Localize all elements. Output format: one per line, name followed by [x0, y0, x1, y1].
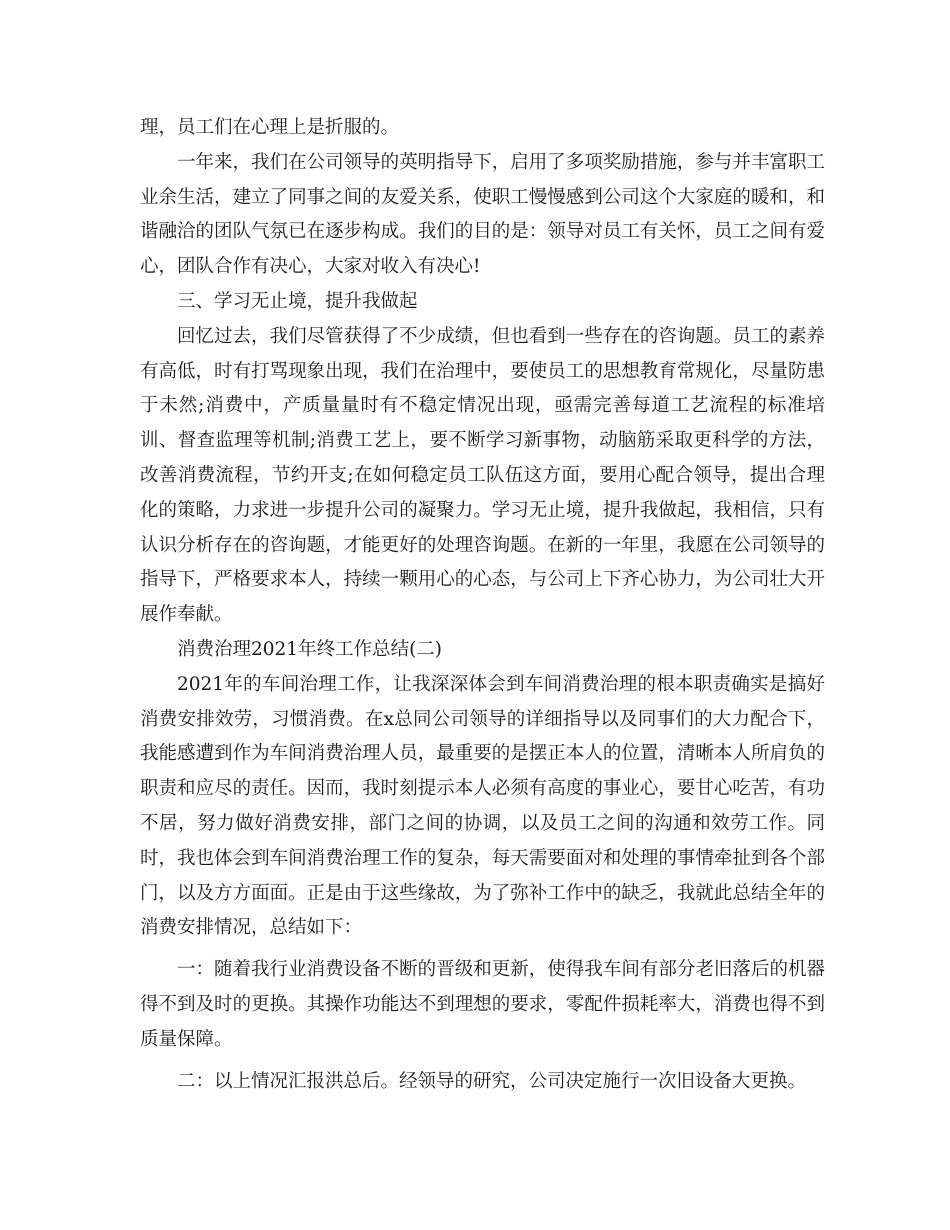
paragraph-spacer [140, 946, 825, 953]
document-subtitle: 消费治理2021年终工作总结(二) [177, 638, 443, 660]
section-heading-learning: 三、学习无止境，提升我做起 [177, 290, 418, 312]
paragraph-item-one: 一：随着我行业消费设备不断的晋级和更新，使得我车间有部分老旧落后的机器得不到及时的更换。其操作功能达不到理想的要求，零配件损耗率大，消费也得不到质量保障。 [140, 959, 825, 1050]
paragraph-spacer [140, 1058, 825, 1065]
paragraph-continuation: 理，员工们在心理上是折服的。 [140, 117, 400, 138]
document-body [140, 111, 825, 1099]
paragraph-item-two: 二：以上情况汇报洪总后。经领导的研究，公司决定施行一次旧设备大更换。 [177, 1070, 807, 1092]
paragraph-team-building: 一年来，我们在公司领导的英明指导下，启用了多项奖励措施，参与并丰富职工业余生活，建立了同事之间的友爱关系，使职工慢慢感到公司这个大家庭的暖和，和谐融洽的团队气氛已在逐步构成。我们的目的是：领导对员工有关怀，员工之间有爱心，团队合作有决心，大家对收入有决心! [140, 151, 825, 278]
paragraph-workshop-management: 2021年的车间治理工作，让我深深体会到车间消费治理的根本职责确实是搞好消费安排效劳，习惯消费。在x总同公司领导的详细指导以及同事们的大力配合下，我能感遭到作为车间消费治理人员，最重要的是摆正本人的位置，清晰本人所肩负的职责和应尽的责任。因而，我时刻提示本人必须有高度的事业心，要甘心吃苦，有功不居，努力做好消费安排，部门之间的协调，以及员工之间的沟通和效劳工作。同时，我也体会到车间消费治理工作的复杂，每天需要面对和处理的事情牵扯到各个部门，以及方方面面。正是由于这些缘故，为了弥补工作中的缺乏，我就此总结全年的消费安排情况，总结如下： [140, 673, 825, 939]
paragraph-review: 回忆过去，我们尽管获得了不少成绩，但也看到一些存在的咨询题。员工的素养有高低，时有打骂现象出现，我们在治理中，要使员工的思想教育常规化，尽量防患于未然;消费中，产质量量时有不稳定情况出现，亟需完善每道工艺流程的标准培训、督查监理等机制;消费工艺上，要不断学习新事物，动脑筋采取更科学的方法，改善消费流程，节约开支;在如何稳定员工队伍这方面，要用心配合领导，提出合理化的策略，力求进一步提升公司的凝聚力。学习无止境，提升我做起，我相信，只有认识分析存在的咨询题，才能更好的处理咨询题。在新的一年里，我愿在公司领导的指导下，严格要求本人，持续一颗用心的心态，与公司上下齐心协力，为公司壮大开展作奉献。 [140, 325, 825, 626]
